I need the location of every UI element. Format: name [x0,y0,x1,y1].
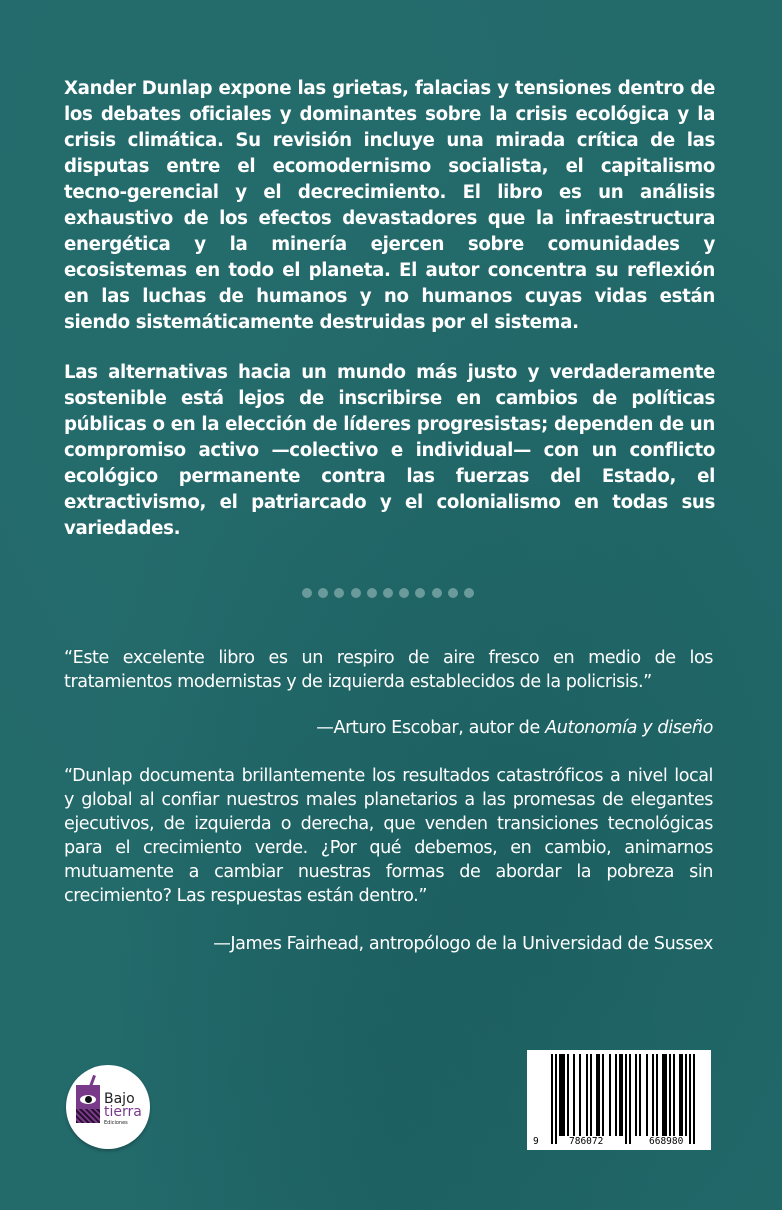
divider-dot [351,588,361,598]
publisher-logo [66,1065,150,1149]
divider-dot [432,588,442,598]
divider-dot [448,588,458,598]
attribution-name: —Arturo Escobar, autor de [316,718,546,738]
barcode-bars [551,1054,705,1136]
isbn-barcode [527,1050,711,1150]
divider-dot [302,588,312,598]
dot-divider [302,588,474,598]
isbn-group-left: 786072 [569,1136,604,1147]
attribution-name: —James Fairhead, antropólogo de la Universidad de Sussex [213,934,713,954]
divider-dot [399,588,409,598]
endorsement-attribution-fairhead [213,932,713,956]
endorsement-quote-escobar: “Este excelente libro es un respiro de aire fresco en medio de los tratamientos modernistas y de izquierda establecidos de la policrisis.” [64,648,713,692]
publisher-name-line2: tierra [104,1104,142,1120]
isbn-group-right: 668980 [649,1136,684,1147]
isbn-digit-first: 9 [533,1136,539,1147]
endorsement-attribution-escobar [316,716,713,740]
publisher-name-line3: Ediciones [104,1120,128,1126]
blurb-paragraph-2: Las alternativas hacia un mundo más justo y verdaderamente sostenible está lejos de inscribirse en cambios de políticas públicas o en la elección de líderes progresistas; dependen de un compromiso activo —colectivo e individual— con un conflicto ecológico permanente contra las fuerzas del Estado, el extractivismo, el patriarcado y el colonialismo en todas sus variedades. [64,362,715,539]
soil-pattern [76,1109,100,1123]
publisher-name-line1: Bajo [104,1091,135,1107]
divider-dot [367,588,377,598]
divider-dot [318,588,328,598]
blurb-paragraph-1: Xander Dunlap expone las grietas, falacias y tensiones dentro de los debates oficiales y dominantes sobre la crisis ecológica y la crisis climática. Su revisión incluye una mirada crítica de las disputas entre el ecomodernismo socialista, el capitalismo tecno-gerencial y el decrecimiento. El libro es un análisis exhaustivo de los efectos devastadores que la infraestructura energética y la minería ejercen sobre comunidades y ecosistemas en todo el planeta. El autor concentra su reflexión en las luchas de humanos y no humanos cuyas vidas están siendo sistemáticamente destruidas por el sistema. [64,78,715,333]
endorsement-quote-fairhead: “Dunlap documenta brillantemente los resultados catastróficos a nivel local y global al confiar nuestros males planetarios a las promesas de elegantes ejecutivos, de izquierda o derecha, que venden transiciones tecnológicas para el crecimiento verde. ¿Por qué debemos, en cambio, animarnos mutuamente a cambiar nuestras formas de abordar la pobreza sin crecimiento? Las respuestas están dentro.” [64,766,713,906]
divider-dot [334,588,344,598]
divider-dot [415,588,425,598]
divider-dot [464,588,474,598]
attribution-work-title: Autonomía y diseño [545,718,713,738]
eye-pupil [85,1096,92,1103]
divider-dot [383,588,393,598]
